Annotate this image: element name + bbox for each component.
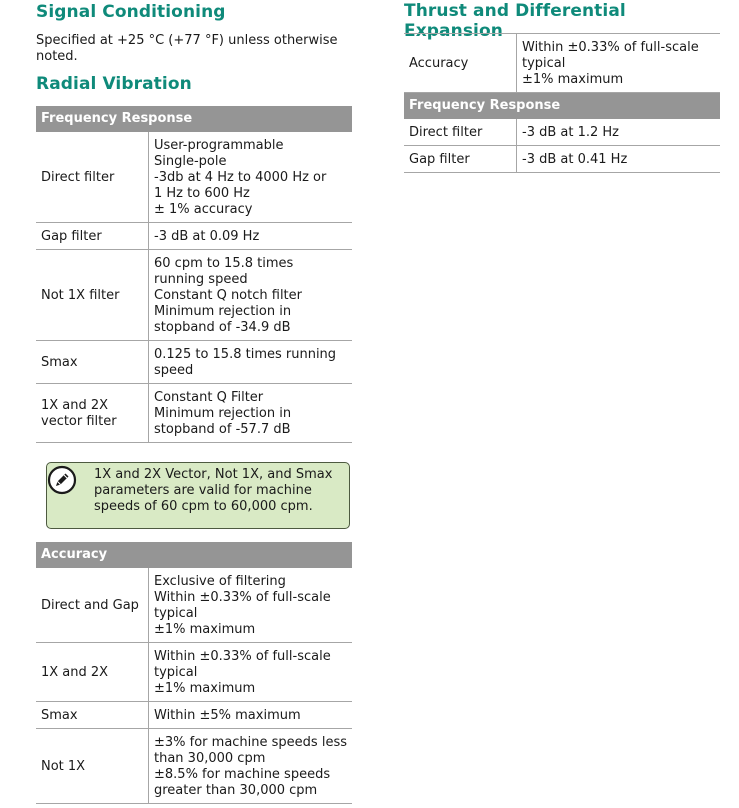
row-label: Accuracy bbox=[404, 34, 517, 93]
value-line: Within ±0.33% of full-scale typical bbox=[154, 590, 331, 621]
value-line: User-programmable bbox=[154, 138, 284, 153]
value-line: Single-pole bbox=[154, 154, 227, 169]
value-line: 60 cpm to 15.8 times running speed bbox=[154, 256, 294, 287]
value-line: ± 1% accuracy bbox=[154, 202, 253, 217]
value-line: -3 dB at 0.09 Hz bbox=[154, 229, 260, 244]
table-row bbox=[36, 132, 352, 223]
value-line: Constant Q notch filter bbox=[154, 288, 302, 303]
table-row bbox=[36, 341, 352, 384]
note-text: 1X and 2X Vector, Not 1X, and Smax parameters are valid for machine speeds of 60 cpm to 60,000 cpm. bbox=[94, 467, 333, 514]
table-row bbox=[404, 34, 720, 93]
row-label: Direct and Gap bbox=[36, 568, 149, 643]
accuracy-header: Accuracy bbox=[36, 542, 352, 568]
value-line: ±1% maximum bbox=[154, 681, 256, 696]
row-label: Direct filter bbox=[36, 132, 149, 223]
table-row bbox=[404, 146, 720, 173]
value-line: Within ±0.33% of full-scale typical bbox=[522, 40, 699, 71]
note-box bbox=[46, 462, 350, 529]
table-row bbox=[36, 384, 352, 443]
row-value bbox=[149, 250, 353, 341]
row-value bbox=[149, 643, 353, 702]
row-value bbox=[149, 132, 353, 223]
value-line: Minimum rejection in stopband of -57.7 dB bbox=[154, 406, 292, 437]
row-value bbox=[149, 702, 353, 729]
table-row bbox=[36, 702, 352, 729]
table-row bbox=[36, 729, 352, 804]
value-line: ±3% for machine speeds less than 30,000 cpm bbox=[154, 735, 347, 766]
row-label: Smax bbox=[36, 341, 149, 384]
row-value: -3 dB at 1.2 Hz bbox=[517, 119, 721, 146]
row-label: Not 1X filter bbox=[36, 250, 149, 341]
row-label: Gap filter bbox=[404, 146, 517, 173]
value-line: ±8.5% for machine speeds greater than 30,000 cpm bbox=[154, 767, 331, 798]
table-header-row bbox=[36, 542, 352, 568]
radial-accuracy-table bbox=[36, 542, 352, 804]
row-value bbox=[517, 34, 721, 93]
signal-conditioning-heading: Signal Conditioning bbox=[36, 2, 226, 22]
value-line: Constant Q Filter bbox=[154, 390, 264, 405]
value-line: ±1% maximum bbox=[522, 72, 624, 87]
row-label: Direct filter bbox=[404, 119, 517, 146]
frequency-response-header: Frequency Response bbox=[404, 93, 720, 120]
value-line: 1 Hz to 600 Hz bbox=[154, 186, 250, 201]
intro-text: Specified at +25 °C (+77 °F) unless otherwise noted. bbox=[36, 33, 338, 64]
value-line: Within ±0.33% of full-scale typical bbox=[154, 649, 331, 680]
value-line: ±1% maximum bbox=[154, 622, 256, 637]
row-label: 1X and 2X bbox=[36, 643, 149, 702]
row-value bbox=[149, 568, 353, 643]
value-line: Minimum rejection in stopband of -34.9 dB bbox=[154, 304, 292, 335]
frequency-response-header: Frequency Response bbox=[36, 106, 352, 132]
row-value bbox=[149, 384, 353, 443]
row-value bbox=[149, 729, 353, 804]
row-value: -3 dB at 0.41 Hz bbox=[517, 146, 721, 173]
thrust-table bbox=[404, 33, 720, 173]
row-label: 1X and 2X vector filter bbox=[36, 384, 149, 443]
radial-vibration-heading: Radial Vibration bbox=[36, 74, 192, 94]
value-line: Within ±5% maximum bbox=[154, 708, 301, 723]
row-value bbox=[149, 341, 353, 384]
table-header-row bbox=[36, 106, 352, 132]
table-row bbox=[36, 643, 352, 702]
row-label: Not 1X bbox=[36, 729, 149, 804]
table-row bbox=[404, 119, 720, 146]
table-row bbox=[36, 250, 352, 341]
value-line: Exclusive of filtering bbox=[154, 574, 286, 589]
pencil-icon bbox=[47, 465, 77, 495]
value-line: 0.125 to 15.8 times running speed bbox=[154, 347, 337, 378]
radial-frequency-table bbox=[36, 106, 352, 443]
table-header-row bbox=[404, 93, 720, 120]
row-value bbox=[149, 223, 353, 250]
row-label: Gap filter bbox=[36, 223, 149, 250]
thrust-heading: Thrust and Differential Expansion bbox=[404, 1, 626, 41]
value-line: -3db at 4 Hz to 4000 Hz or bbox=[154, 170, 327, 185]
table-row bbox=[36, 568, 352, 643]
table-row bbox=[36, 223, 352, 250]
row-label: Smax bbox=[36, 702, 149, 729]
